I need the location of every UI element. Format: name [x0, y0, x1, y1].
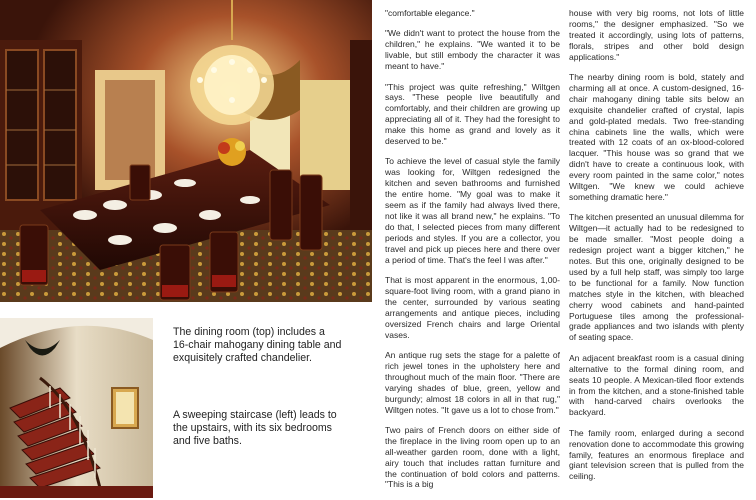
article-column-left: [385, 8, 560, 500]
article-paragraph: "comfortable elegance.": [385, 8, 475, 18]
article-column-right: [569, 8, 744, 492]
staircase-illustration: [0, 318, 153, 498]
article-paragraph: "This project was quite refreshing," Wiltgen says. "These people live beautifully and comfortably, and their children are growing up appreciating all of it. They had the foresight to make this home as grand and lovely as it deserved to be.": [385, 81, 560, 147]
dining-room-illustration: [0, 0, 372, 302]
staircase-photo: [0, 318, 153, 498]
article-paragraph: An adjacent breakfast room is a casual dining alternative to the formal dining room, and seats 10 people. A Mexican-tiled floor extends in from the kitchen, and a stone-finished table with hand-carved chairs overlooks the backyard.: [569, 352, 744, 418]
dining-room-caption: The dining room (top) includes a 16-chair mahogany dining table and exquisitely crafted chandelier.: [173, 326, 342, 364]
article-paragraph: That is most apparent in the enormous, 1,00-square-foot living room, with a grand piano in the center, surrounded by various seating arrangements and antique pieces, including oversized French chairs and large Oriental vases.: [385, 275, 560, 340]
article-paragraph: "We didn't want to protect the house from the children," he explains. "We wanted it to be livable, but still embody the character it was meant to have.": [385, 28, 560, 72]
dining-room-photo: [0, 0, 372, 302]
article-paragraph: To achieve the level of casual style the family was looking for, Wiltgen redesigned the kitchen and seven bathrooms and furnished the entire home. "My goal was to make it seem as if the family had always lived there, not like it was all brand new," he explains. "To do that, I selected pieces from many different periods and styles. If you are a collector, you travel and pick up pieces here and there over a period of time. That's the feel I was after.": [385, 156, 560, 265]
article-paragraph: The kitchen presented an unusual dilemma for Wiltgen—it actually had to be redesigned to be made smaller. "Most people doing a redesign project want a bigger kitchen," he notes. But this one, originally designed to be used by a full help staff, was simply too large to be functional for a family. Now function matches style in the kitchen, with bleached cherry wood cabinets and hand-painted Portuguese tiles among the professional-grade appliances and two islands with plenty of seating space.: [569, 212, 744, 343]
article-paragraph: An antique rug sets the stage for a palette of rich jewel tones in the upholstery here and throughout much of the main floor. "There are varying shades of blue, green, yellow and burgundy; almost 18 colors in all in that rug," Wiltgen notes. "It gave us a lot to chose from.": [385, 349, 560, 415]
article-paragraph: house with very big rooms, not lots of little rooms," the designer emphasized. "So we treated it accordingly, using lots of patterns, florals, stripes and other bold design applications.": [569, 8, 744, 62]
article-paragraph: The nearby dining room is bold, stately and charming all at once. A custom-designed, 16-chair mahogany dining table sits below an exquisite chandelier crafted of crystal, lapis and gold-plated medals. Two free-standing china cabinets line the walls, which were treated with 12 coats of an ox-blood-colored lacquer. "This house was so grand that we didn't have to create a continuous look, with every room painted in the same color," notes Wiltgen. "We knew we could achieve something dramatic here.": [569, 72, 744, 202]
staircase-caption: A sweeping staircase (left) leads to the upstairs, with its six bedrooms and five baths.: [173, 409, 337, 447]
article-paragraph: The family room, enlarged during a second renovation done to accommodate this growing family, features an enormous fireplace and giant television screen that is pulled from the ceiling.: [569, 427, 744, 482]
article-paragraph: Two pairs of French doors on either side of the fireplace in the living room open up to an all-weather garden room, done with a light, airy touch that includes rattan furniture and the continuation of bold colors and patterns. "This is a big: [385, 424, 560, 490]
